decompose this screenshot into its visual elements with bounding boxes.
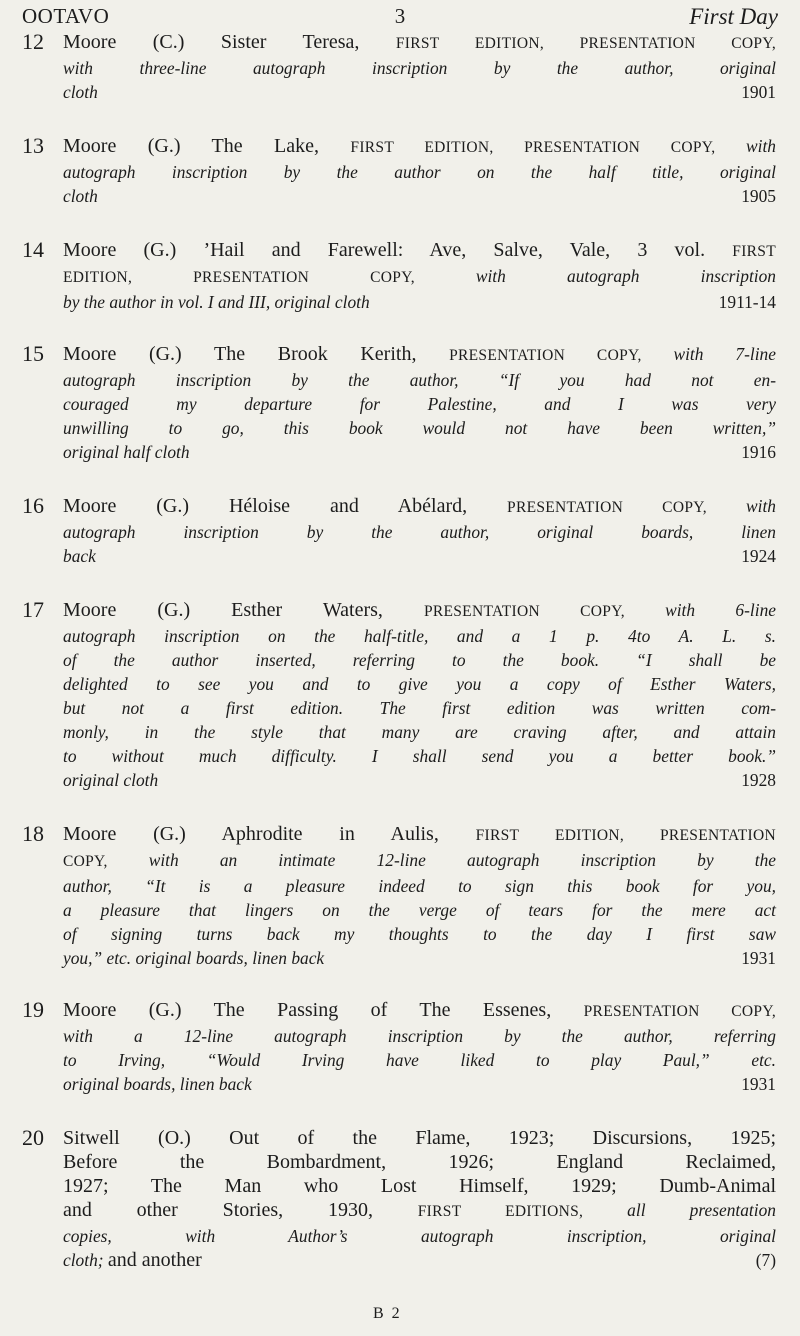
lot-entry: [22, 30, 776, 104]
text-run: original boards, linen back: [63, 1074, 252, 1094]
small-caps-text: EDITION, PRESENTATION COPY,: [63, 269, 476, 286]
description-line: [63, 290, 776, 314]
lot-description: [63, 1126, 776, 1272]
small-caps-text: COPY,: [63, 853, 149, 870]
lot-entry: [22, 598, 776, 792]
header-page-number: 3: [394, 4, 406, 28]
header-sale-name: OOTAVO: [22, 4, 110, 28]
description-line: [63, 696, 776, 720]
small-caps-text: PRESENTATION COPY,: [507, 499, 747, 516]
description-line: [63, 238, 776, 264]
description-line: [63, 160, 776, 184]
text-run: Moore (G.) The Brook Kerith,: [63, 343, 450, 365]
description-line: [63, 848, 776, 874]
lot-description: [63, 238, 776, 314]
description-line: [63, 946, 776, 970]
text-run: with autograph inscription: [475, 266, 777, 286]
description-line: [63, 134, 776, 160]
description-line: [63, 1126, 776, 1150]
description-line: [63, 56, 776, 80]
text-run: author, “It is a pleasure indeed to sign this book for you,: [63, 876, 776, 896]
description-line: [63, 672, 776, 696]
text-run: to without much difficulty. I shall send you a better book.”: [63, 746, 776, 766]
lot-number: 15: [22, 341, 44, 366]
text-run: you,” etc. original boards, linen back: [63, 948, 325, 968]
description-line: [63, 598, 776, 624]
small-caps-text: FIRST EDITION, PRESENTATION: [475, 827, 777, 844]
text-run: all presentation: [627, 1200, 776, 1220]
text-run: and another: [107, 1249, 202, 1271]
lot-entry: [22, 494, 776, 568]
description-line: [63, 1024, 776, 1048]
lot-entry: [22, 1126, 776, 1272]
small-caps-text: PRESENTATION COPY,: [449, 347, 674, 364]
lot-entry: [22, 238, 776, 314]
lot-date: (7): [755, 1250, 776, 1270]
description-line: [63, 822, 776, 848]
text-run: Moore (G.) Aphrodite in Aulis,: [63, 823, 476, 845]
description-line: [63, 494, 776, 520]
lot-number: 16: [22, 493, 44, 518]
text-run: autograph inscription by the author on the half title, original: [63, 162, 776, 182]
description-line: [63, 1198, 776, 1224]
text-run: autograph inscription by the author, original boards, linen: [63, 522, 776, 542]
lot-description: [63, 342, 776, 464]
text-run: couraged my departure for Palestine, and I was very: [63, 394, 776, 414]
small-caps-text: PRESENTATION COPY,: [583, 1003, 776, 1020]
text-run: with 6-line: [665, 600, 776, 620]
lot-entry: [22, 822, 776, 970]
text-run: with: [746, 496, 776, 516]
description-line: [63, 768, 776, 792]
text-run: 1927; The Man who Lost Himself, 1929; Dumb-Animal: [63, 1175, 776, 1197]
text-run: autograph inscription on the half-title, and a 1 p. 4to A. L. s.: [63, 626, 776, 646]
lot-date: 1916: [741, 442, 776, 462]
description-line: [63, 1150, 776, 1174]
lot-description: [63, 598, 776, 792]
lot-description: [63, 134, 776, 208]
text-run: by the author in vol. I and III, original cloth: [63, 292, 370, 312]
lot-number: 18: [22, 821, 44, 846]
small-caps-text: PRESENTATION COPY,: [423, 603, 666, 620]
lot-number: 12: [22, 29, 44, 54]
text-run: copies, with Author’s autograph inscription, original: [63, 1226, 776, 1246]
text-run: Moore (C.) Sister Teresa,: [63, 31, 396, 53]
text-run: cloth: [63, 186, 98, 206]
lot-entry: [22, 134, 776, 208]
description-line: [63, 416, 776, 440]
text-run: monly, in the style that many are craving after, and attain: [63, 722, 776, 742]
lot-number: 13: [22, 133, 44, 158]
text-run: Moore (G.) Héloise and Abélard,: [63, 495, 508, 517]
text-run: with three-line autograph inscription by the author, original: [63, 58, 776, 78]
description-line: [63, 648, 776, 672]
description-line: [63, 874, 776, 898]
description-line: [63, 720, 776, 744]
small-caps-text: FIRST EDITION, PRESENTATION COPY,: [395, 35, 776, 52]
small-caps-text: FIRST EDITION, PRESENTATION COPY,: [350, 139, 747, 156]
text-run: unwilling to go, this book would not have been written,”: [63, 418, 776, 438]
lot-number: 17: [22, 597, 44, 622]
description-line: [63, 1224, 776, 1248]
text-run: to Irving, “Would Irving have liked to play Paul,” etc.: [63, 1050, 776, 1070]
text-run: original cloth: [63, 770, 159, 790]
description-line: [63, 998, 776, 1024]
header-day: First Day: [689, 4, 778, 29]
lot-number: 20: [22, 1125, 44, 1150]
lot-date: 1924: [741, 546, 776, 566]
lot-date: 1901: [741, 82, 776, 102]
lot-description: [63, 822, 776, 970]
lot-description: [63, 494, 776, 568]
description-line: [63, 1048, 776, 1072]
text-run: Moore (G.) Esther Waters,: [63, 599, 424, 621]
text-run: Moore (G.) The Passing of The Essenes,: [63, 999, 584, 1021]
description-line: [63, 544, 776, 568]
description-line: [63, 80, 776, 104]
lot-description: [63, 998, 776, 1096]
lot-number: 19: [22, 997, 44, 1022]
lot-number: 14: [22, 237, 44, 262]
lot-date: 1911-14: [718, 292, 776, 312]
lot-description: [63, 30, 776, 104]
signature-mark: B 2: [373, 1305, 402, 1322]
description-line: [63, 342, 776, 368]
description-line: [63, 368, 776, 392]
text-run: but not a first edition. The first edition was written com-: [63, 698, 776, 718]
text-run: autograph inscription by the author, “If you had not en-: [63, 370, 776, 390]
text-run: cloth: [63, 82, 98, 102]
lot-entry: [22, 998, 776, 1096]
description-line: [63, 624, 776, 648]
lot-date: 1928: [741, 770, 776, 790]
small-caps-text: FIRST: [732, 243, 776, 260]
text-run: and other Stories, 1930,: [63, 1199, 418, 1221]
description-line: [63, 922, 776, 946]
text-run: with a 12-line autograph inscription by the author, referring: [63, 1026, 776, 1046]
description-line: [63, 1174, 776, 1198]
description-line: [63, 744, 776, 768]
text-run: Sitwell (O.) Out of the Flame, 1923; Discursions, 1925;: [63, 1127, 776, 1149]
text-run: of signing turns back my thoughts to the day I first saw: [63, 924, 776, 944]
description-line: [63, 1248, 776, 1272]
text-run: a pleasure that lingers on the verge of tears for the mere act: [63, 900, 776, 920]
text-run: with: [746, 136, 776, 156]
description-line: [63, 440, 776, 464]
text-run: cloth;: [63, 1250, 108, 1270]
description-line: [63, 392, 776, 416]
text-run: with an intimate 12-line autograph inscription by the: [148, 850, 776, 870]
description-line: [63, 184, 776, 208]
text-run: with 7-line: [673, 344, 776, 364]
text-run: Moore (G.) ’Hail and Farewell: Ave, Salve, Vale, 3 vol.: [63, 239, 733, 261]
text-run: Before the Bombardment, 1926; England Reclaimed,: [63, 1151, 776, 1173]
lot-date: 1931: [741, 1074, 776, 1094]
lot-entry: [22, 342, 776, 464]
text-run: Moore (G.) The Lake,: [63, 135, 351, 157]
description-line: [63, 898, 776, 922]
lot-date: 1931: [741, 948, 776, 968]
description-line: [63, 264, 776, 290]
lot-date: 1905: [741, 186, 776, 206]
text-run: back: [63, 546, 96, 566]
description-line: [63, 30, 776, 56]
text-run: of the author inserted, referring to the book. “I shall be: [63, 650, 776, 670]
text-run: delighted to see you and to give you a copy of Esther Waters,: [63, 674, 776, 694]
small-caps-text: FIRST EDITIONS,: [417, 1203, 628, 1220]
text-run: original half cloth: [63, 442, 190, 462]
description-line: [63, 520, 776, 544]
description-line: [63, 1072, 776, 1096]
